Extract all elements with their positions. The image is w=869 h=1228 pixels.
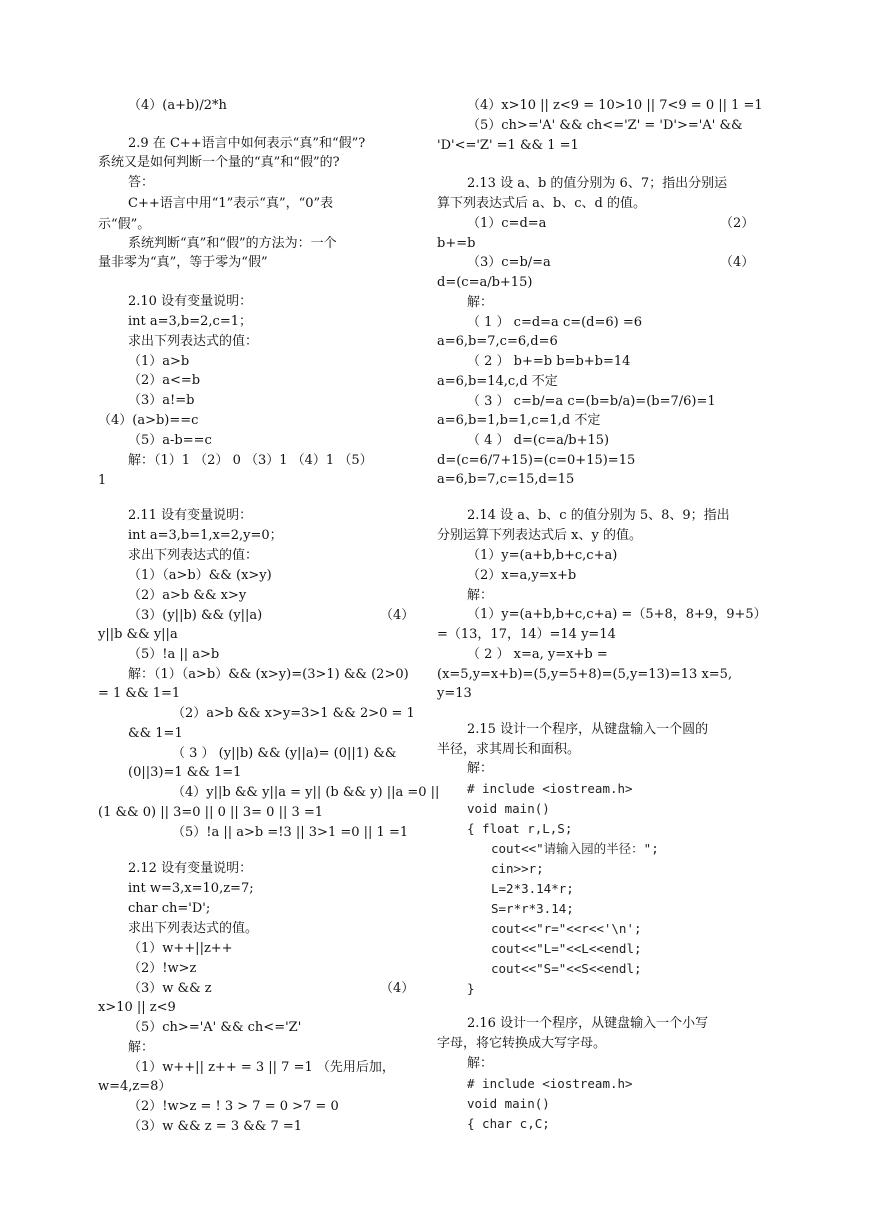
text-line: （4） <box>380 981 415 996</box>
text-line: （5）ch>='A' && ch<='Z' <box>128 1020 302 1035</box>
text-line: （1）w++|| z++ = 3 || 7 =1 （先用后加， <box>128 1060 395 1075</box>
text-line: （4）(a>b)==c <box>98 413 199 428</box>
text-line: （ 2 ） x=a, y=x+b = <box>467 647 608 662</box>
text-line: （3）a!=b <box>128 393 195 408</box>
text-line: （5）!a || a>b <box>128 647 220 662</box>
text-line: 2.14 设 a、b、c 的值分别为 5、8、9；指出 <box>467 508 730 523</box>
text-line: 1 <box>98 473 107 488</box>
text-line: （3）w && z = 3 && 7 =1 <box>128 1119 303 1134</box>
text-line: （5）ch>='A' && ch<='Z' = 'D'>='A' && <box>467 118 743 133</box>
text-line: （5）!a || a>b =!3 || 3>1 =0 || 1 =1 <box>172 825 409 840</box>
text-line: （4）x>10 || z<9 = 10>10 || 7<9 = 0 || 1 =1 <box>467 98 763 113</box>
code-line: # include <iostream.h> <box>467 1076 633 1091</box>
text-line: （ 2 ） b+=b b=b+b=14 <box>467 354 631 369</box>
code-line: cout<<"S="<<S<<endl; <box>491 961 642 976</box>
text-line: 系统又是如何判断一个量的“真”和“假”的? <box>98 155 340 170</box>
text-line: d=(c=a/b+15) <box>437 275 533 290</box>
code-line: void main() <box>467 801 550 816</box>
text-line: (x=5,y=x+b)=(5,y=5+8)=(5,y=13)=13 x=5, <box>437 667 733 682</box>
text-line: （ 3 ） (y||b) && (y||a)= (0||1) && <box>172 746 397 761</box>
text-line: （2）a>b && x>y <box>128 588 247 603</box>
text-line: （2）x=a,y=x+b <box>467 568 577 583</box>
text-line: （2）!w>z <box>128 961 197 976</box>
text-line: 2.15 设计一个程序，从键盘输入一个圆的 <box>467 722 709 737</box>
text-line: 2.9 在 C++语言中如何表示“真”和“假”? <box>128 136 366 151</box>
text-line: （2） <box>720 216 755 231</box>
text-line: （3）c=b/=a <box>467 255 551 270</box>
text-line: （1）w++||z++ <box>128 941 233 956</box>
text-line: (0||3)=1 && 1=1 <box>128 765 242 780</box>
text-line: （4）y||b && y||a = y|| (b && y) ||a =0 || <box>172 785 440 800</box>
text-line: 字母，将它转换成大写字母。 <box>437 1036 607 1051</box>
text-line: C++语言中用“1”表示“真”，“0”表 <box>128 196 334 211</box>
text-line: 2.10 设有变量说明： <box>128 294 253 309</box>
text-line: （1）（a>b）&& (x>y) <box>128 568 272 583</box>
text-line: （ 3 ） c=b/=a c=(b=b/a)=(b=7/6)=1 <box>467 394 716 409</box>
text-line: 分别运算下列表达式后 x、y 的值。 <box>437 528 642 543</box>
text-line: 求出下列表达式的值： <box>128 334 259 349</box>
text-line: int w=3,x=10,z=7; <box>128 881 254 896</box>
text-line: 答： <box>128 175 155 190</box>
code-line: } <box>467 981 475 996</box>
text-line: （4） <box>720 255 755 270</box>
text-line: （1）y=(a+b,b+c,c+a) =（5+8，8+9，9+5） <box>467 607 767 622</box>
text-line: = 1 && 1=1 <box>98 686 181 701</box>
text-line: （ 4 ） d=(c=a/b+15) <box>467 433 610 448</box>
code-line: cout<<"请输入园的半径："; <box>491 841 659 856</box>
text-line: （ 1 ） c=d=a c=(d=6) =6 <box>467 315 643 330</box>
text-line: 系统判断“真”和“假”的方法为：一个 <box>128 236 337 251</box>
text-line: （5）a-b==c <box>128 433 212 448</box>
text-line: （4） <box>380 608 415 623</box>
text-line: int a=3,b=1,x=2,y=0； <box>128 528 283 543</box>
text-line: =（13，17，14）=14 y=14 <box>437 627 616 642</box>
text-line: 求出下列表达式的值： <box>128 548 259 563</box>
text-line: w=4,z=8） <box>98 1079 172 1094</box>
text-line: 解： <box>128 1040 155 1055</box>
text-line: a=6,b=14,c,d 不定 <box>437 374 558 389</box>
text-line: d=(c=6/7+15)=(c=0+15)=15 <box>437 453 636 468</box>
text-line: （2）a>b && x>y=3>1 && 2>0 = 1 <box>172 706 415 721</box>
text-line: y||b && y||a <box>98 627 178 642</box>
text-line: && 1=1 <box>128 726 183 741</box>
text-line: （4）(a+b)/2*h <box>128 98 227 113</box>
text-line: 算下列表达式后 a、b、c、d 的值。 <box>437 196 646 211</box>
code-line: # include <iostream.h> <box>467 781 633 796</box>
text-line: （3）(y||b) && (y||a) <box>128 608 263 623</box>
text-line: 解：（1）（a>b）&& (x>y)=(3>1) && (2>0) <box>128 667 409 682</box>
text-line: 2.16 设计一个程序，从键盘输入一个小写 <box>467 1016 709 1031</box>
text-line: 解： <box>467 588 494 603</box>
text-line: （1）y=(a+b,b+c,c+a) <box>467 548 618 563</box>
text-line: y=13 <box>437 686 472 701</box>
text-line: 解： <box>467 1056 494 1071</box>
code-line: void main() <box>467 1096 550 1111</box>
text-line: 解：（1）1 （2） 0 （3）1 （4）1 （5） <box>128 453 373 468</box>
text-line: （1）a>b <box>128 354 190 369</box>
code-line: cout<<"r="<<r<<'\n'; <box>491 921 642 936</box>
text-line: （1）c=d=a <box>467 216 547 231</box>
code-line: S=r*r*3.14; <box>491 901 574 916</box>
text-line: x>10 || z<9 <box>98 1000 176 1015</box>
code-line: L=2*3.14*r; <box>491 881 574 896</box>
text-line: 2.11 设有变量说明： <box>128 508 253 523</box>
text-line: a=6,b=7,c=6,d=6 <box>437 334 558 349</box>
text-line: （2）a<=b <box>128 373 201 388</box>
text-line: a=6,b=1,b=1,c=1,d 不定 <box>437 413 601 428</box>
text-line: （3）w && z <box>128 981 212 996</box>
text-line: b+=b <box>437 236 476 251</box>
text-line: 'D'<='Z' =1 && 1 =1 <box>437 138 579 153</box>
code-line: { float r,L,S; <box>467 821 573 836</box>
code-line: cout<<"L="<<L<<endl; <box>491 941 642 956</box>
text-line: 2.12 设有变量说明： <box>128 861 253 876</box>
text-line: 示“假”。 <box>98 217 151 232</box>
text-line: (1 && 0) || 3=0 || 0 || 3= 0 || 3 =1 <box>98 805 324 820</box>
text-line: 2.13 设 a、b 的值分别为 6、7；指出分别运 <box>467 176 728 191</box>
text-line: 量非零为“真”，等于零为“假” <box>98 255 268 270</box>
text-line: 解： <box>467 761 494 776</box>
text-line: a=6,b=7,c=15,d=15 <box>437 472 575 487</box>
text-line: char ch='D'; <box>128 901 211 916</box>
text-line: （2）!w>z = ! 3 > 7 = 0 >7 = 0 <box>128 1099 339 1114</box>
text-line: 求出下列表达式的值。 <box>128 921 259 936</box>
text-line: 解： <box>467 295 494 310</box>
text-line: int a=3,b=2,c=1； <box>128 314 252 329</box>
text-line: 半径，求其周长和面积。 <box>437 742 581 757</box>
code-line: cin>>r; <box>491 861 544 876</box>
code-line: { char c,C; <box>467 1116 550 1131</box>
